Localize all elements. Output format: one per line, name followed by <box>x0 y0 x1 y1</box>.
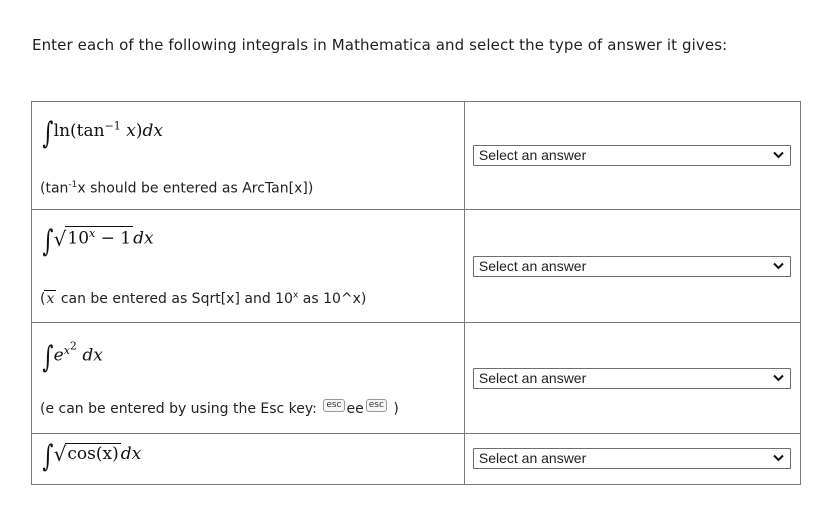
integral-expression <box>40 223 154 259</box>
answer-cell <box>464 323 800 434</box>
answer-select[interactable] <box>473 256 791 277</box>
hint-sup: -1 <box>68 180 78 190</box>
chevron-down-icon <box>773 374 784 382</box>
sqrt-icon: √ <box>53 442 67 466</box>
instruction-text: Enter each of the following integrals in Mathematica and select the type of answer it gives: <box>32 36 728 54</box>
variable: x <box>46 291 55 307</box>
exponent: −1 <box>104 119 121 133</box>
question-cell <box>32 210 465 323</box>
question-cell <box>32 323 465 434</box>
ln-fn: ln <box>53 121 71 141</box>
integral-sign-icon: ∫ <box>42 116 54 151</box>
question-cell <box>32 102 465 210</box>
hint-text: as 10^x) <box>298 291 367 307</box>
hint-text: ee <box>346 401 364 417</box>
question-row <box>32 323 801 434</box>
hint-text: ( <box>40 291 46 307</box>
chevron-down-icon <box>773 151 784 159</box>
dx: dx <box>133 228 154 249</box>
base: e <box>53 345 64 366</box>
select-value: Select an answer <box>478 370 587 386</box>
hint-text: can be entered as Sqrt[x] and 10 <box>56 291 293 307</box>
entry-hint <box>40 290 366 307</box>
variable: x <box>126 121 136 141</box>
hint-text: ) <box>393 401 399 417</box>
tan-fn: tan <box>76 121 105 141</box>
answer-select[interactable] <box>473 368 791 389</box>
chevron-down-icon <box>773 454 784 462</box>
paren: ( <box>70 121 77 141</box>
answer-cell <box>464 434 800 485</box>
integral-expression <box>40 116 163 151</box>
radicand-rest: − 1 <box>95 228 132 249</box>
integral-sign-icon: ∫ <box>42 439 54 474</box>
sqrt-icon: √ <box>53 226 67 251</box>
select-value: Select an answer <box>478 258 587 274</box>
answer-select[interactable] <box>473 448 791 469</box>
integral-sign-icon: ∫ <box>42 340 54 376</box>
esc-key-icon: esc <box>323 399 344 412</box>
question-row <box>32 210 801 323</box>
question-row <box>32 434 801 485</box>
sqrt-hint <box>44 290 56 307</box>
paren: ) <box>135 121 143 141</box>
hint-sup: x <box>292 290 299 301</box>
dx: dx <box>142 121 163 141</box>
base: 10 <box>67 228 90 249</box>
answer-cell <box>464 102 800 210</box>
radicand <box>65 226 133 249</box>
question-table <box>31 101 801 485</box>
exponent-power: 2 <box>69 339 77 352</box>
select-value: Select an answer <box>478 147 587 163</box>
hint-text: (tan <box>40 180 69 197</box>
dx: dx <box>120 444 142 464</box>
hint-text: x should be entered as ArcTan[x]) <box>77 180 314 197</box>
exponent: x <box>89 227 96 240</box>
answer-cell <box>464 210 800 323</box>
integral-expression <box>40 339 103 376</box>
answer-select[interactable] <box>473 145 791 166</box>
hint-text: (e can be entered by using the Esc key: <box>40 401 317 417</box>
integral-sign-icon: ∫ <box>42 223 54 259</box>
question-cell <box>32 434 465 485</box>
entry-hint <box>40 399 399 417</box>
select-value: Select an answer <box>478 450 587 466</box>
entry-hint <box>40 180 313 197</box>
exponent: x <box>63 343 70 357</box>
esc-key-icon: esc <box>366 399 387 412</box>
dx: dx <box>82 345 103 366</box>
question-row <box>32 102 801 210</box>
chevron-down-icon <box>773 262 784 270</box>
radicand: cos(x) <box>67 444 119 464</box>
integral-expression <box>40 439 142 474</box>
